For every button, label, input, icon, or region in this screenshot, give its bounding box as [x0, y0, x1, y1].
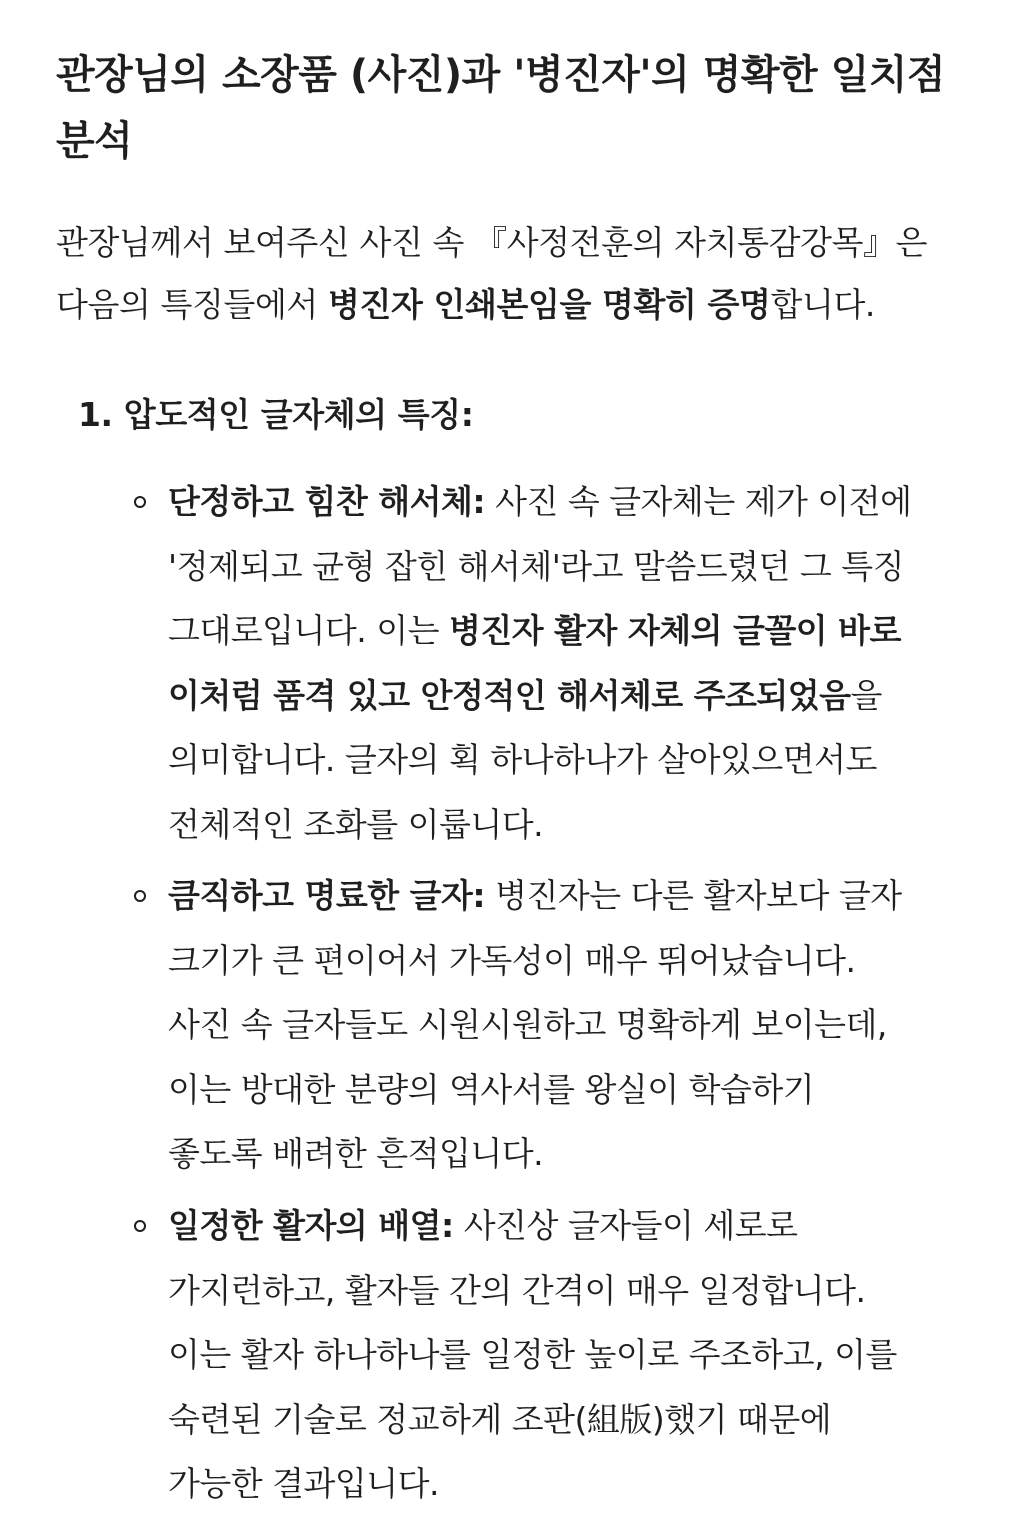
bullet-text: 병진자는 다른 활자보다 글자	[485, 876, 902, 915]
bullet-line: 이는 활자 하나하나를 일정한 높이로 주조하고, 이를	[168, 1335, 897, 1374]
bullet-text: 그대로입니다. 이는	[168, 611, 449, 650]
list-item	[168, 1194, 983, 1517]
bullet-line: 크기가 큰 편이어서 가독성이 매우 뛰어났습니다.	[168, 940, 856, 980]
bullet-line: 가능한 결과입니다.	[168, 1464, 440, 1503]
section-heading: 1. 압도적인 글자체의 특징:	[78, 395, 474, 434]
bullet-line	[168, 664, 983, 729]
hollow-bullet-icon	[134, 890, 146, 902]
bullet-line: 사진 속 글자들도 시원시원하고 명확하게 보이는데,	[168, 1005, 887, 1044]
list-item	[168, 470, 983, 857]
list-item	[168, 864, 983, 1187]
intro-line-2-text: 다음의 특징들에서	[56, 285, 329, 324]
bullet-emphasis: 이처럼 품격 있고 안정적인 해서체로 주조되었음	[168, 675, 851, 715]
bullet-line: 좋도록 배려한 흔적입니다.	[168, 1134, 544, 1173]
bullet-line: 이는 방대한 분량의 역사서를 왕실이 학습하기	[168, 1069, 815, 1109]
intro-line-2	[56, 274, 996, 336]
bullet-title: 단정하고 힘찬 해서체:	[168, 482, 486, 521]
bullet-line: 가지런하고, 활자들 간의 간격이 매우 일정합니다.	[168, 1270, 866, 1310]
title-line-1: 관장님의 소장품 (사진)과 '병진자'의 명확한 일치점	[56, 52, 945, 98]
bullet-emphasis: 병진자 활자 자체의 글꼴이 바로	[449, 611, 901, 650]
intro-line-2-end: 합니다.	[770, 285, 876, 324]
intro-paragraph	[56, 212, 996, 336]
bullet-line: 전체적인 조화를 이룹니다.	[168, 804, 544, 844]
hollow-bullet-icon	[134, 1220, 146, 1232]
bullet-line: 의미합니다. 글자의 획 하나하나가 살아있으면서도	[168, 740, 877, 779]
bullet-line	[168, 470, 983, 535]
bullet-line	[168, 599, 983, 664]
intro-emphasis: 병진자 인쇄본임을 명확히 증명	[328, 285, 771, 324]
bullet-title: 큼직하고 명료한 글자:	[168, 876, 486, 915]
bullet-line: '정제되고 균형 잡힌 해서체'라고 말씀드렸던 그 특징	[168, 546, 905, 586]
page-title	[56, 42, 996, 174]
bullet-line	[168, 1194, 983, 1259]
bullet-text: 을	[850, 675, 882, 715]
bullet-text: 사진상 글자들이 세로로	[453, 1206, 798, 1245]
title-line-2: 분석	[56, 118, 133, 164]
bullet-line: 숙련된 기술로 정교하게 조판(組版)했기 때문에	[168, 1399, 832, 1439]
bullet-line	[168, 864, 983, 929]
bullet-text: 사진 속 글자체는 제가 이전에	[485, 482, 912, 521]
intro-line-1: 관장님께서 보여주신 사진 속 『사정전훈의 자치통감강목』은	[56, 223, 928, 262]
hollow-bullet-icon	[134, 496, 146, 508]
bullet-title: 일정한 활자의 배열:	[168, 1206, 454, 1245]
